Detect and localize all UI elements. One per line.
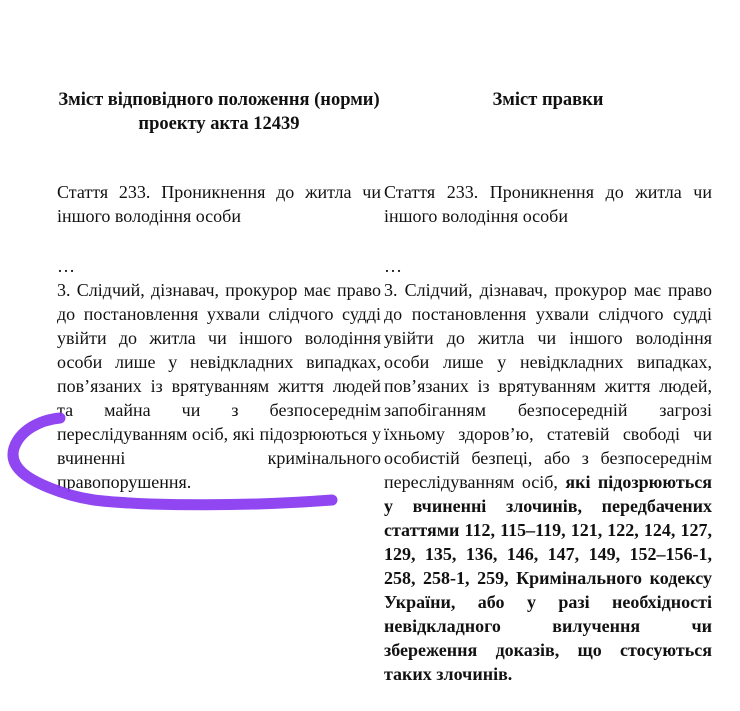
left-ellipsis: … bbox=[57, 256, 75, 276]
right-ellipsis: … bbox=[384, 256, 402, 276]
header-right: Зміст правки bbox=[492, 90, 604, 110]
left-paragraph: 3. Слідчий, дізнавач, прокурор має право до постановлення ухвали слідчого судді увійти до житла чи іншого володіння особи лише у невідкладних випадках, пов’язаних із врятуванням життя людей та майна чи з безпосереднім переслідуванням осіб, які підозрюються у вчиненні кримінального правопорушення. bbox=[57, 280, 381, 492]
right-paragraph-bold: які підозрюються у вчиненні злочинів, передбачених статтями 112, 115–119, 121, 122, 124, 127, 129, 135, 136, 146, 147, 149, 152–156-1, 258, 258-1, 259, Кримінального кодексу України, або у разі необхідності невідкладного вилучення чи збереження доказів, що стосуються таких злочинів. bbox=[384, 472, 712, 684]
right-paragraph bbox=[384, 278, 712, 686]
right-article-title: Стаття 233. Проникнення до житла чи іншого володіння особи bbox=[384, 182, 712, 226]
header-left: Зміст відповідного положення (норми) проекту акта 12439 bbox=[58, 90, 380, 134]
right-paragraph-regular: 3. Слідчий, дізнавач, прокурор має право до постановлення ухвали слідчого судді увійти до житла чи іншого володіння особи лише у невідкладних випадках, пов’язаних із врятуванням життя людей, запобіганням безпосередній загрозі їхньому здоров’ю, статевій свободі чи особистій безпеці, або з безпосереднім переслідуванням осіб, bbox=[384, 280, 712, 492]
left-article-title: Стаття 233. Проникнення до житла чи іншого володіння особи bbox=[57, 182, 381, 226]
